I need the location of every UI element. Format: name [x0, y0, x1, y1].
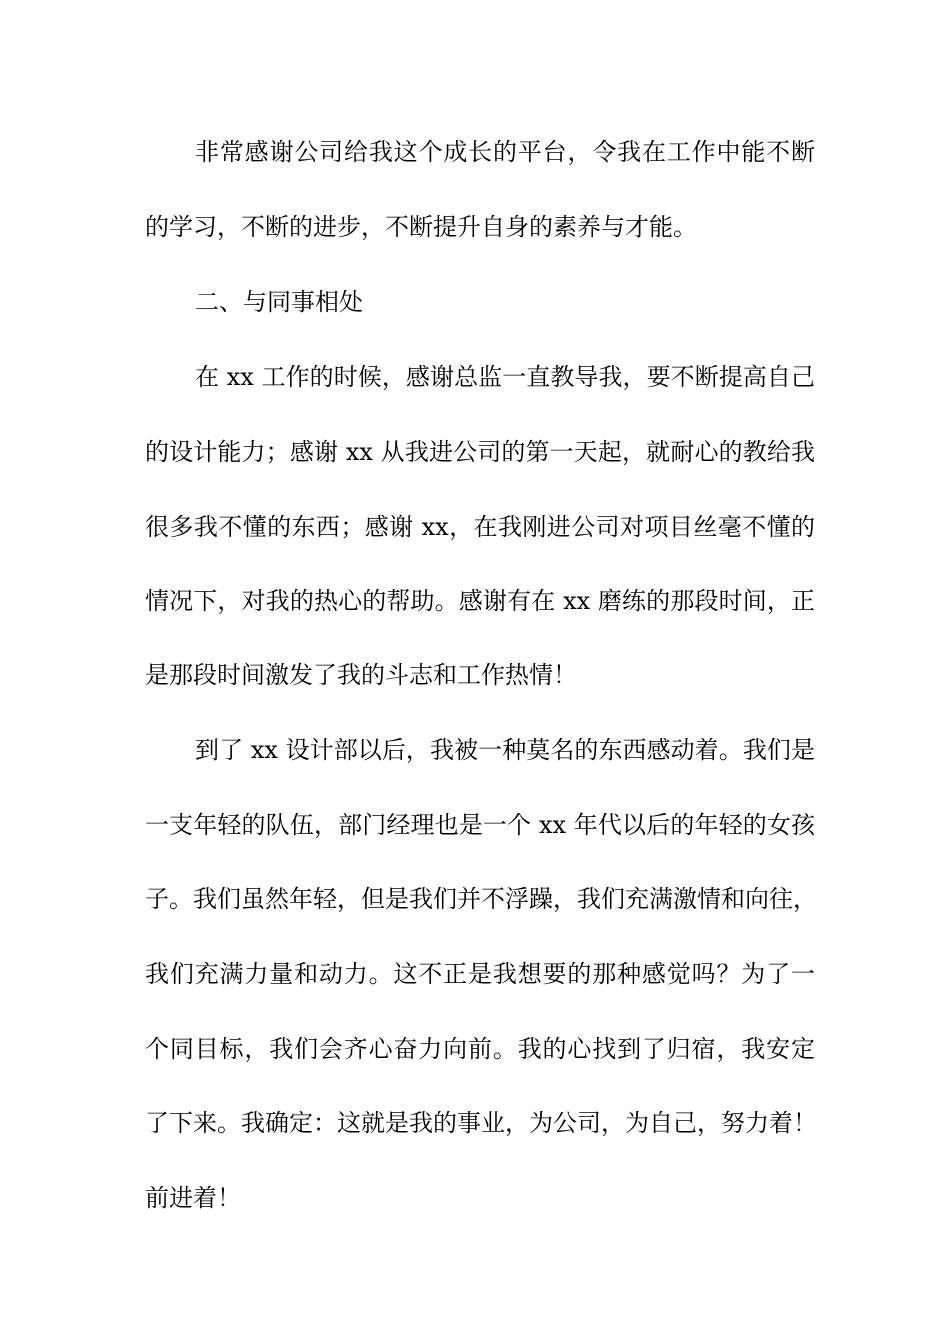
paragraph-line: 情况下，对我的热心的帮助。感谢有在 xx 磨练的那段时间，正 [145, 587, 815, 615]
paragraph-line: 前进着！ [145, 1184, 241, 1212]
paragraph-line: 非常感谢公司给我这个成长的平台，令我在工作中能不断 [195, 138, 815, 166]
paragraph-line: 是那段时间激发了我的斗志和工作热情！ [145, 661, 577, 689]
paragraph-line: 一支年轻的队伍，部门经理也是一个 xx 年代以后的年轻的女孩 [145, 811, 815, 839]
section-heading: 二、与同事相处 [195, 288, 363, 316]
paragraph-line: 个同目标，我们会齐心奋力向前。我的心找到了归宿，我安定 [145, 1035, 815, 1063]
paragraph-line: 我们充满力量和动力。这不正是我想要的那种感觉吗？为了一 [145, 960, 815, 988]
paragraph-line: 了下来。我确定：这就是我的事业，为公司，为自己，努力着！ [145, 1109, 817, 1137]
paragraph-line: 子。我们虽然年轻，但是我们并不浮躁，我们充满激情和向往， [145, 885, 817, 913]
paragraph-line: 很多我不懂的东西；感谢 xx，在我刚进公司对项目丝毫不懂的 [145, 513, 815, 541]
paragraph-line: 的设计能力；感谢 xx 从我进公司的第一天起，就耐心的教给我 [145, 438, 815, 466]
paragraph-line: 在 xx 工作的时候，感谢总监一直教导我，要不断提高自己 [195, 363, 815, 391]
paragraph-line: 的学习，不断的进步，不断提升自身的素养与才能。 [145, 213, 697, 241]
paragraph-line: 到了 xx 设计部以后，我被一种莫名的东西感动着。我们是 [195, 736, 815, 764]
